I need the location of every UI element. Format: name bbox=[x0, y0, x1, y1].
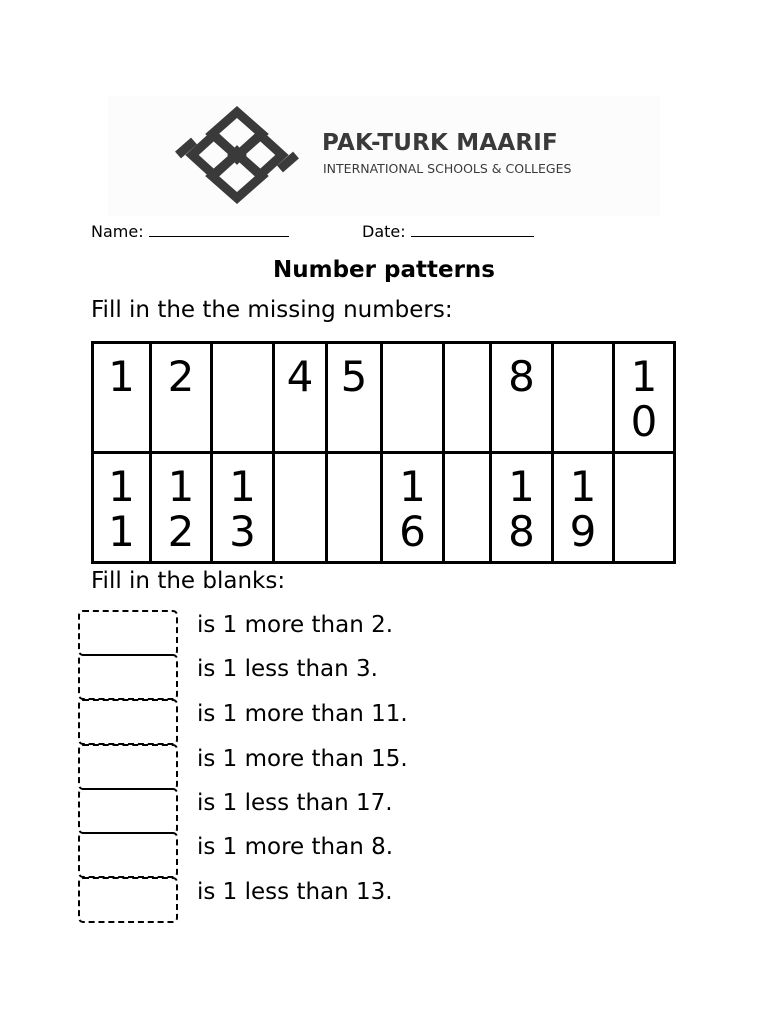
grid-cell bbox=[93, 343, 151, 453]
grid-cell bbox=[614, 343, 675, 453]
grid-cell bbox=[93, 453, 151, 563]
grid-row bbox=[93, 343, 675, 453]
number-grid bbox=[91, 341, 676, 564]
blank-sentence: is 1 more than 2. bbox=[197, 612, 394, 638]
date-blank-line[interactable] bbox=[411, 222, 534, 237]
name-field bbox=[91, 222, 289, 241]
grid-cell bbox=[491, 453, 553, 563]
cell-number: 1 0 bbox=[630, 352, 658, 446]
cell-number: 2 bbox=[167, 352, 195, 401]
cell-number: 1 6 bbox=[399, 462, 426, 556]
cell-number: 1 9 bbox=[569, 462, 597, 556]
cell-number: 5 bbox=[340, 352, 368, 401]
cell-number bbox=[328, 454, 380, 464]
page-title: Number patterns bbox=[273, 257, 495, 283]
cell-number bbox=[445, 454, 489, 464]
grid-cell bbox=[553, 453, 614, 563]
grid-cell-empty[interactable] bbox=[553, 343, 614, 453]
name-label: Name: bbox=[91, 222, 144, 241]
grid-cell bbox=[274, 343, 327, 453]
answer-box[interactable] bbox=[78, 699, 178, 745]
grid-cell-empty[interactable] bbox=[444, 343, 491, 453]
answer-box[interactable] bbox=[78, 654, 178, 700]
answer-box[interactable] bbox=[78, 877, 178, 923]
answer-box[interactable] bbox=[78, 610, 178, 656]
cell-number bbox=[383, 344, 442, 354]
answer-box[interactable] bbox=[78, 744, 178, 790]
logo-subtitle: INTERNATIONAL SCHOOLS & COLLEGES bbox=[323, 161, 572, 176]
cell-number: 1 3 bbox=[229, 462, 256, 556]
cell-number bbox=[615, 454, 673, 464]
cell-number bbox=[445, 344, 489, 354]
grid-cell bbox=[327, 343, 382, 453]
grid-cell-empty[interactable] bbox=[444, 453, 491, 563]
grid-cell-empty[interactable] bbox=[212, 343, 274, 453]
date-label: Date: bbox=[362, 222, 406, 241]
blank-sentence: is 1 more than 8. bbox=[197, 834, 394, 860]
grid-cell bbox=[151, 453, 212, 563]
cell-number bbox=[275, 454, 325, 464]
name-blank-line[interactable] bbox=[149, 222, 289, 237]
logo-title: PAK-TURK MAARIF bbox=[322, 130, 558, 156]
answer-box[interactable] bbox=[78, 832, 178, 878]
blank-sentence: is 1 more than 11. bbox=[197, 701, 408, 727]
date-field bbox=[362, 222, 534, 241]
cell-number: 1 8 bbox=[508, 462, 535, 556]
blank-sentence: is 1 less than 17. bbox=[197, 790, 393, 816]
grid-cell bbox=[491, 343, 553, 453]
grid-cell-empty[interactable] bbox=[382, 343, 444, 453]
grid-cell-empty[interactable] bbox=[274, 453, 327, 563]
cell-number: 1 1 bbox=[108, 462, 135, 556]
grid-row bbox=[93, 453, 675, 563]
blank-sentence: is 1 less than 13. bbox=[197, 879, 393, 905]
cell-number bbox=[213, 344, 272, 354]
instruction-fill-blanks: Fill in the blanks: bbox=[91, 568, 286, 594]
blank-sentence: is 1 less than 3. bbox=[197, 656, 378, 682]
instruction-missing-numbers: Fill in the the missing numbers: bbox=[91, 297, 453, 323]
blank-sentence: is 1 more than 15. bbox=[197, 746, 408, 772]
cell-number: 1 bbox=[108, 352, 135, 401]
answer-box[interactable] bbox=[78, 788, 178, 834]
grid-cell bbox=[212, 453, 274, 563]
interlocking-square-knot-icon bbox=[170, 106, 304, 204]
cell-number bbox=[554, 344, 612, 354]
cell-number: 1 2 bbox=[167, 462, 195, 556]
cell-number: 8 bbox=[508, 352, 535, 401]
grid-cell bbox=[151, 343, 212, 453]
grid-cell-empty[interactable] bbox=[614, 453, 675, 563]
grid-cell-empty[interactable] bbox=[327, 453, 382, 563]
grid-cell bbox=[382, 453, 444, 563]
cell-number: 4 bbox=[286, 352, 314, 401]
